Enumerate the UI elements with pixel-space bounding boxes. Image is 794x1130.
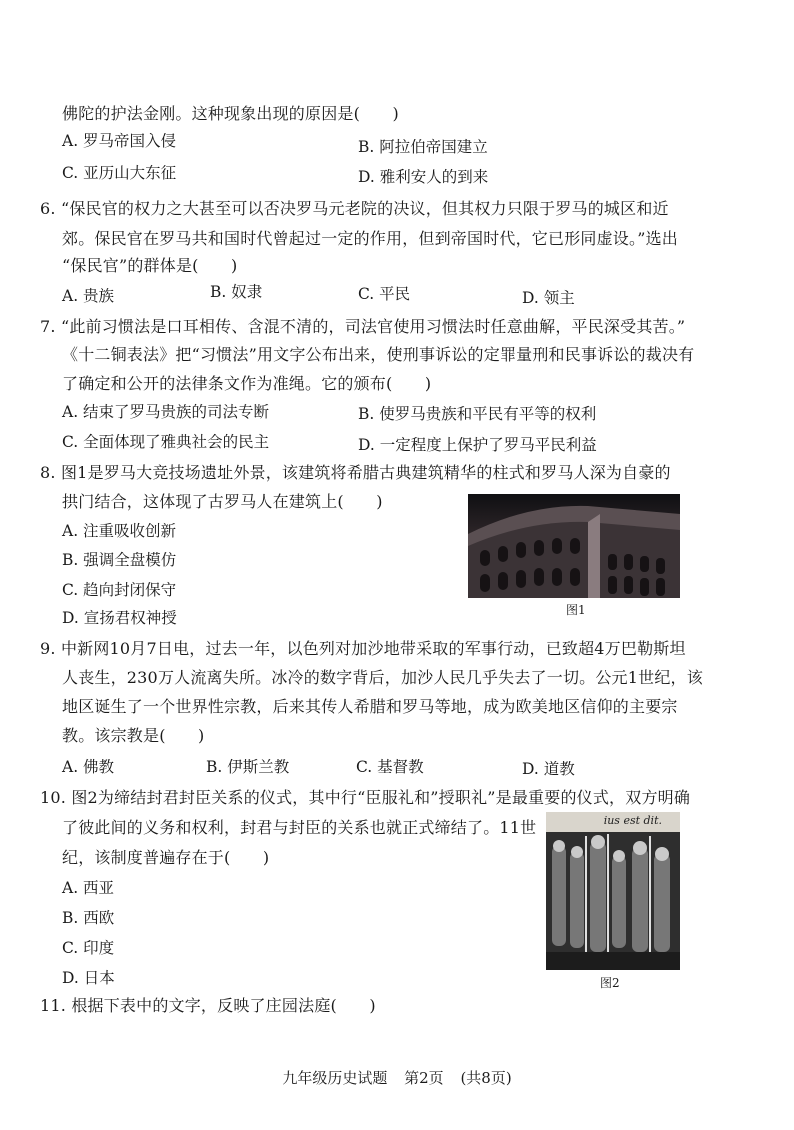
q5-option-b: B. 阿拉伯帝国建立 — [358, 138, 488, 156]
q9-line-3: 地区诞生了一个世界性宗教，后来其传人希腊和罗马等地，成为欧美地区信仰的主要宗 — [62, 697, 678, 716]
q10-line-2: 了彼此间的义务和权利，封君与封臣的关系也就正式缔结了。11世 — [62, 818, 537, 837]
q9-line-1: 9. 中新网10月7日电，过去一年，以色列对加沙地带采取的军事行动，已致超4万巴勒斯坦 — [40, 639, 686, 658]
q7-line-3: 了确定和公开的法律条文作为准绳。它的颁布( ) — [62, 374, 432, 393]
footer-total: (共8页) — [460, 1069, 512, 1087]
q6-line-2: 郊。保民官在罗马共和国时代曾起过一定的作用，但到帝国时代，它已形同虚设。”选出 — [62, 229, 678, 248]
q8-option-d: D. 宣扬君权神授 — [62, 609, 177, 627]
figure-1-caption: 图1 — [566, 603, 586, 617]
q9-option-a: A. 佛教 — [62, 758, 115, 776]
q7-option-c: C. 全面体现了雅典社会的民主 — [62, 433, 270, 451]
q8-line-2: 拱门结合，这体现了古罗马人在建筑上( ) — [62, 492, 383, 511]
figure-2-caption: 图2 — [600, 976, 620, 990]
figure-2-ceremony — [546, 812, 680, 970]
figure-2-banner-text: ius est dit. — [603, 814, 662, 827]
q5-tail: 佛陀的护法金刚。这种现象出现的原因是( ) — [62, 104, 399, 123]
page-footer — [0, 1067, 794, 1088]
q9-option-d: D. 道教 — [522, 760, 575, 778]
q10-line-3: 纪，该制度普遍存在于( ) — [62, 848, 270, 867]
q8-option-b: B. 强调全盘模仿 — [62, 551, 177, 569]
q5-option-c: C. 亚历山大东征 — [62, 164, 177, 182]
q8-option-c: C. 趋向封闭保守 — [62, 581, 177, 599]
q8-option-a: A. 注重吸收创新 — [62, 522, 177, 540]
q8-line-1: 8. 图1是罗马大竞技场遗址外景，该建筑将希腊古典建筑精华的柱式和罗马人深为自豪的 — [40, 463, 671, 482]
q10-option-a: A. 西亚 — [62, 879, 115, 897]
q6-line-3: “保民官”的群体是( ) — [62, 256, 238, 275]
q9-option-b: B. 伊斯兰教 — [206, 758, 290, 776]
q5-option-d: D. 雅利安人的到来 — [358, 168, 489, 186]
q7-option-a: A. 结束了罗马贵族的司法专断 — [62, 403, 270, 421]
footer-subject: 九年级历史试题 — [282, 1069, 388, 1087]
q10-option-d: D. 日本 — [62, 969, 115, 987]
q6-option-a: A. 贵族 — [62, 287, 115, 305]
q7-option-b: B. 使罗马贵族和平民有平等的权利 — [358, 405, 597, 423]
footer-page: 第2页 — [404, 1069, 444, 1087]
q10-option-c: C. 印度 — [62, 939, 115, 957]
figure-1-colosseum — [468, 494, 680, 598]
colosseum-illustration — [468, 494, 680, 598]
q9-option-c: C. 基督教 — [356, 758, 424, 776]
q10-option-b: B. 西欧 — [62, 909, 115, 927]
q5-option-a: A. 罗马帝国入侵 — [62, 132, 177, 150]
q11-line: 11. 根据下表中的文字，反映了庄园法庭( ) — [40, 996, 376, 1015]
q10-line-1: 10. 图2为缔结封君封臣关系的仪式，其中行“臣服礼和”授职礼”是最重要的仪式，双方明确 — [40, 788, 691, 807]
q9-line-4: 教。该宗教是( ) — [62, 726, 205, 745]
q7-line-1: 7. “此前习惯法是口耳相传、含混不清的，司法官使用习惯法时任意曲解，平民深受其苦。” — [40, 317, 686, 336]
q6-option-d: D. 领主 — [522, 289, 575, 307]
q9-line-2: 人丧生，230万人流离失所。冰冷的数字背后，加沙人民几乎失去了一切。公元1世纪，该 — [62, 668, 703, 687]
ceremony-illustration — [546, 812, 680, 970]
q7-line-2: 《十二铜表法》把“习惯法”用文字公布出来，使刑事诉讼的定罪量刑和民事诉讼的裁决有 — [62, 345, 695, 364]
q6-option-b: B. 奴隶 — [210, 283, 263, 301]
q6-option-c: C. 平民 — [358, 285, 411, 303]
q6-line-1: 6. “保民官的权力之大甚至可以否决罗马元老院的决议，但其权力只限于罗马的城区和近 — [40, 199, 669, 218]
q7-option-d: D. 一定程度上保护了罗马平民利益 — [358, 436, 597, 454]
